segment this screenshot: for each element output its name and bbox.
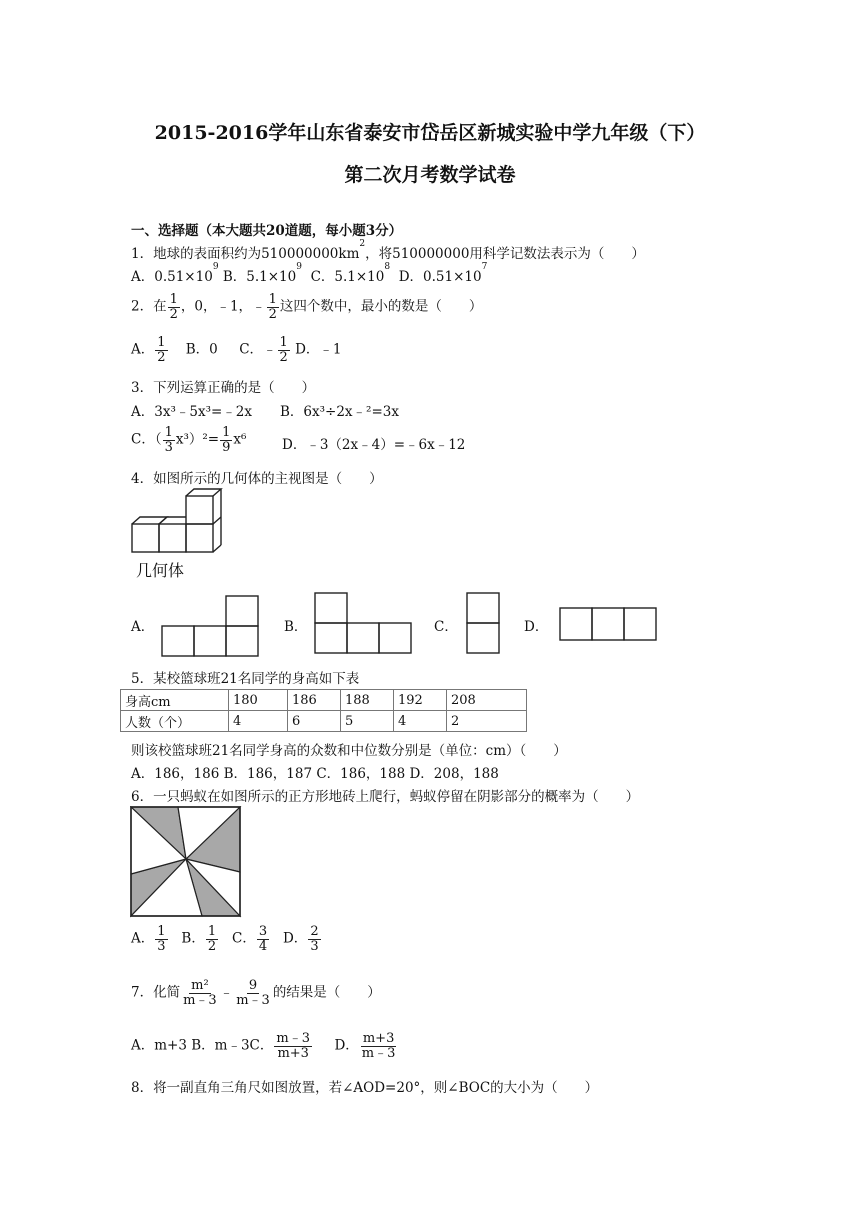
q2-fraction-1 bbox=[168, 293, 180, 321]
q7-frac2-num: 9 bbox=[248, 978, 258, 993]
q7-options bbox=[131, 1032, 398, 1060]
question-3: 3．下列运算正确的是（ ） bbox=[131, 380, 316, 396]
q3-option-c-frac2 bbox=[220, 426, 232, 454]
q2-options bbox=[131, 336, 342, 364]
table-cell: 192 bbox=[394, 690, 447, 711]
table-cell: 人数（个） bbox=[121, 711, 229, 732]
q7-option-c-den: m+3 bbox=[277, 1045, 309, 1061]
question-1 bbox=[131, 239, 645, 262]
q6-option-b: B． bbox=[181, 930, 205, 947]
q3-option-a: A．3x³﹣5x³=﹣2x bbox=[131, 404, 252, 420]
q6-option-a-den: 3 bbox=[157, 938, 166, 954]
q3-option-c-prefix: C．（ bbox=[131, 431, 162, 448]
table-cell: 6 bbox=[288, 711, 341, 732]
q7-fraction-1 bbox=[181, 979, 219, 1007]
q3-option-c-num2: 1 bbox=[222, 425, 231, 440]
table-cell: 188 bbox=[341, 690, 394, 711]
q1-option-a: A．0.51×10 bbox=[131, 269, 213, 285]
q4-option-c-figure bbox=[465, 591, 501, 655]
table-row bbox=[121, 711, 527, 732]
q3-option-c bbox=[131, 426, 246, 454]
q6-options bbox=[131, 925, 322, 953]
q7-minus: ﹣ bbox=[219, 984, 234, 1001]
q4-option-d-label: D． bbox=[524, 619, 549, 635]
question-5: 5．某校篮球班21名同学的身高如下表 bbox=[131, 671, 360, 687]
table-cell: 身高cm bbox=[121, 690, 229, 711]
q4-option-d-figure bbox=[558, 606, 658, 642]
q2-stem-c: 这四个数中，最小的数是（ ） bbox=[279, 298, 483, 315]
q3-option-c-num: 1 bbox=[164, 425, 173, 440]
q2-stem-b: ，0，﹣1，﹣ bbox=[180, 298, 266, 315]
q6-option-b-num: 1 bbox=[207, 924, 217, 939]
q6-option-a-frac bbox=[155, 925, 167, 953]
q2-option-a-frac bbox=[155, 336, 167, 364]
q3-option-b: B．6x³÷2x﹣²=3x bbox=[280, 404, 399, 420]
q2-frac2-num: 1 bbox=[268, 292, 277, 307]
table-cell: 208 bbox=[447, 690, 527, 711]
q7-stem-b: 的结果是（ ） bbox=[272, 984, 381, 1001]
q6-option-d: D． bbox=[282, 930, 308, 947]
q1-option-a-exp: 9 bbox=[212, 262, 219, 272]
q4-figure-caption: 几何体 bbox=[136, 561, 185, 580]
q1-option-c: C．5.1×10 bbox=[310, 269, 385, 285]
q2-option-c: C．﹣ bbox=[239, 341, 277, 358]
q7-frac1-num: m² bbox=[191, 978, 209, 993]
q1-option-d: D．0.51×10 bbox=[398, 269, 482, 285]
q6-option-d-den: 3 bbox=[310, 938, 319, 954]
q4-option-a-label: A． bbox=[131, 619, 155, 635]
q3-option-c-frac1 bbox=[163, 426, 175, 454]
q7-option-d-num: m+3 bbox=[362, 1031, 395, 1046]
q4-option-c-label: C． bbox=[434, 619, 458, 635]
q2-option-a-den: 2 bbox=[157, 349, 166, 365]
q2-option-c-frac bbox=[278, 336, 290, 364]
table-cell: 4 bbox=[394, 711, 447, 732]
q7-option-d: D． bbox=[334, 1037, 359, 1054]
question-8: 8．将一副直角三角尺如图放置，若∠AOD=20°，则∠BOC的大小为（ ） bbox=[131, 1080, 599, 1096]
q2-frac1-den: 2 bbox=[169, 306, 178, 322]
q6-option-b-frac bbox=[206, 925, 218, 953]
table-cell: 4 bbox=[229, 711, 288, 732]
q1-stem-a: 1．地球的表面积约为510000000km bbox=[131, 246, 360, 262]
q2-stem-a: 2．在 bbox=[131, 298, 167, 315]
q1-stem-b: ，将510000000用科学记数法表示为（ ） bbox=[365, 246, 645, 262]
q6-option-a: A． bbox=[131, 930, 155, 947]
q7-option-d-den: m﹣3 bbox=[361, 1045, 396, 1061]
q4-option-a-figure bbox=[160, 594, 260, 658]
table-cell: 180 bbox=[229, 690, 288, 711]
q4-solid-figure bbox=[128, 486, 228, 556]
q3-option-d: D．﹣3（2x﹣4）=﹣6x﹣12 bbox=[282, 437, 466, 453]
q5-options: A．186，186 B．186，187 C．186，188 D．208，188 bbox=[131, 766, 499, 782]
q2-option-c-den: 2 bbox=[279, 349, 288, 365]
q7-option-c-frac bbox=[274, 1032, 312, 1060]
q2-option-a-num: 1 bbox=[157, 335, 166, 350]
q7-option-c-num: m﹣3 bbox=[276, 1031, 310, 1046]
q4-option-b-figure bbox=[313, 591, 413, 655]
q6-option-a-num: 1 bbox=[157, 924, 166, 939]
q6-option-b-den: 2 bbox=[207, 938, 217, 954]
q3-option-c-suffix: x⁶ bbox=[233, 431, 247, 448]
height-table bbox=[120, 689, 527, 732]
q1-option-b: B．5.1×10 bbox=[222, 269, 297, 285]
q2-option-b: B．0 bbox=[185, 341, 218, 358]
q7-fraction-2 bbox=[234, 979, 272, 1007]
q1-option-b-exp: 9 bbox=[296, 262, 302, 272]
q7-stem-a: 7．化简 bbox=[131, 984, 181, 1001]
q6-option-d-num: 2 bbox=[310, 924, 319, 939]
q6-tile-figure bbox=[130, 806, 242, 918]
q7-frac1-den: m﹣3 bbox=[183, 992, 217, 1008]
table-cell: 2 bbox=[447, 711, 527, 732]
q4-option-b-label: B． bbox=[284, 619, 308, 635]
q1-option-c-exp: 8 bbox=[384, 262, 391, 272]
q6-option-c-den: 4 bbox=[258, 938, 268, 954]
q2-frac2-den: 2 bbox=[268, 306, 277, 322]
q5-question: 则该校篮球班21名同学身高的众数和中位数分别是（单位：cm）（ ） bbox=[131, 743, 567, 759]
question-4: 4．如图所示的几何体的主视图是（ ） bbox=[131, 471, 383, 487]
q1-stem-sup: 2 bbox=[359, 239, 366, 249]
q6-option-d-frac bbox=[308, 925, 320, 953]
paper-subtitle: 第二次月考数学试卷 bbox=[344, 164, 516, 186]
table-cell: 186 bbox=[288, 690, 341, 711]
q6-option-c: C． bbox=[231, 930, 256, 947]
q2-fraction-2 bbox=[267, 293, 279, 321]
question-6: 6．一只蚂蚁在如图所示的正方形地砖上爬行，蚂蚁停留在阴影部分的概率为（ ） bbox=[131, 789, 640, 805]
q7-options-ab: A．m+3 B．m﹣3C． bbox=[131, 1037, 274, 1054]
q2-frac1-num: 1 bbox=[169, 292, 178, 307]
q6-option-c-frac bbox=[257, 925, 269, 953]
q3-option-c-mid: x³）²= bbox=[175, 431, 220, 448]
question-7 bbox=[131, 979, 381, 1007]
q7-option-d-frac bbox=[360, 1032, 398, 1060]
section-heading: 一、选择题（本大题共20道题，每小题3分） bbox=[131, 223, 403, 239]
table-row bbox=[121, 690, 527, 711]
q3-option-c-den: 3 bbox=[164, 439, 173, 455]
q2-option-a: A． bbox=[131, 341, 155, 358]
q2-option-c-num: 1 bbox=[279, 335, 288, 350]
paper-title: 2015-2016学年山东省泰安市岱岳区新城实验中学九年级（下） bbox=[154, 122, 706, 144]
q1-option-d-exp: 7 bbox=[481, 262, 488, 272]
question-2 bbox=[131, 293, 482, 321]
q1-options bbox=[131, 262, 488, 285]
q7-frac2-den: m﹣3 bbox=[236, 992, 270, 1008]
q6-option-c-num: 3 bbox=[258, 924, 268, 939]
q2-option-d: D．﹣1 bbox=[295, 341, 342, 358]
q3-option-c-den2: 9 bbox=[222, 439, 231, 455]
table-cell: 5 bbox=[341, 711, 394, 732]
